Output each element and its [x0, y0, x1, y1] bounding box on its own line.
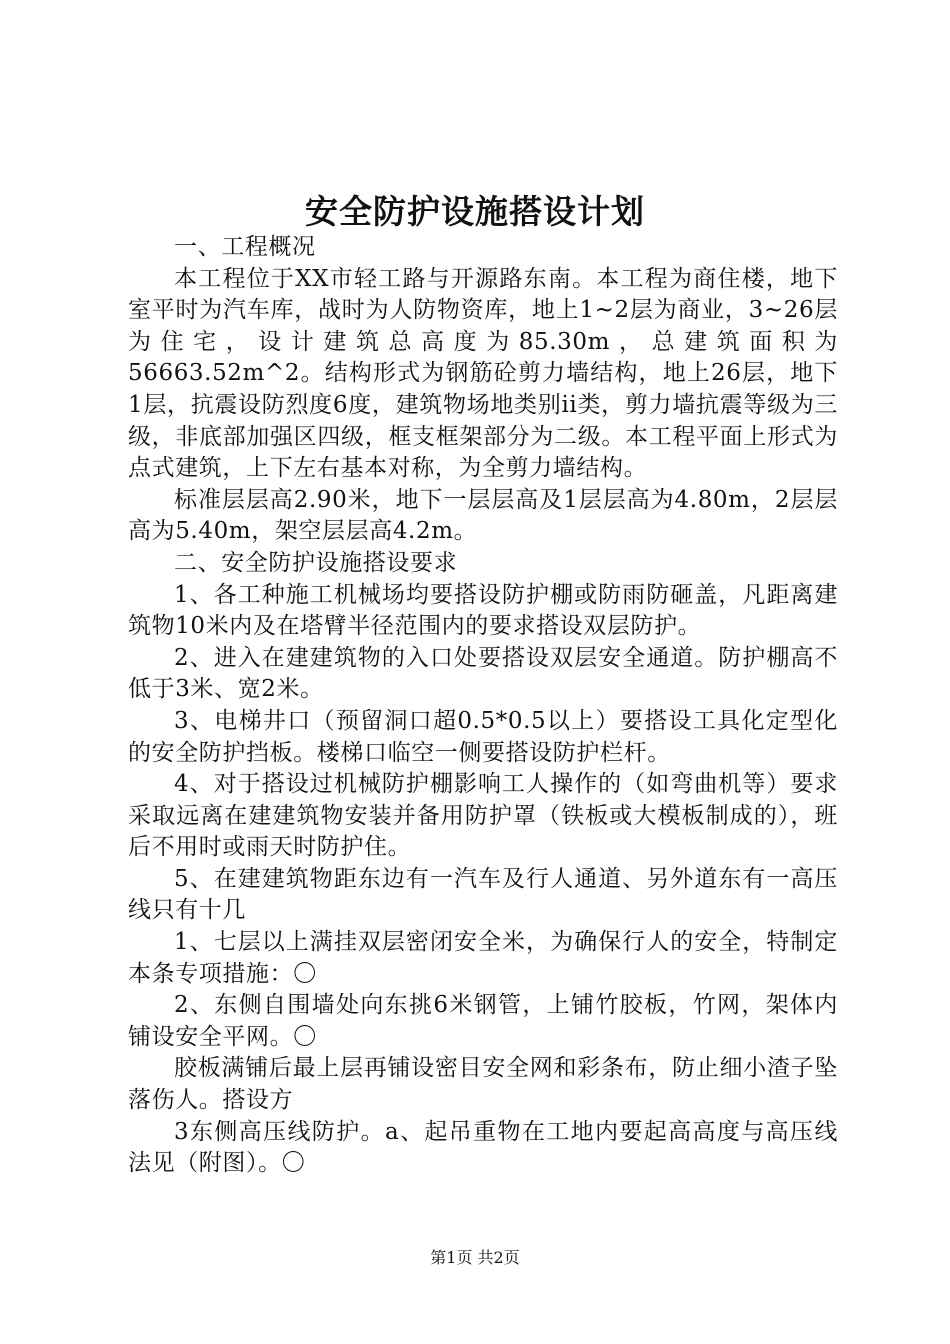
requirement-item-2: 2、进入在建建筑物的入口处要搭设双层安全通道。防护棚高不低于3米、宽2米。 [128, 644, 838, 703]
paragraph-floor-heights: 标准层层高2.90米，地下一层层高及1层层高为4.80m，2层层高为5.40m，架空层层高4.2m。 [128, 486, 838, 545]
paragraph-project-description: 本工程位于XX市轻工路与开源路东南。本工程为商住楼，地下室平时为汽车库，战时为人防物资库，地上1~2层为商业，3~26层为住宅，设计建筑总高度为85.30m，总建筑面积为56663.52m^2。结构形式为钢筋砼剪力墙结构，地上26层，地下1层，抗震设防烈度6度，建筑物场地类别ii类，剪力墙抗震等级为三级，非底部加强区四级，框支框架部分为二级。本工程平面上形式为点式建筑，上下左右基本对称，为全剪力墙结构。 [128, 265, 838, 482]
requirement-item-1: 1、各工种施工机械场均要搭设防护棚或防雨防砸盖，凡距离建筑物10米内及在塔臂半径范围内的要求搭设双层防护。 [128, 581, 838, 640]
section-heading-overview: 一、工程概况 [174, 234, 316, 260]
requirement-item-3: 3、电梯井口（预留洞口超0.5*0.5以上）要搭设工具化定型化的安全防护挡板。楼梯口临空一侧要搭设防护栏杆。 [128, 707, 838, 766]
measure-item-2: 2、东侧自围墙处向东挑6米钢管，上铺竹胶板，竹网，架体内铺设安全平网。〇 [128, 992, 838, 1050]
document-title: 安全防护设施搭设计划 [305, 192, 645, 231]
requirement-item-5: 5、在建建筑物距东边有一汽车及行人通道、另外道东有一高压线只有十几 [128, 865, 838, 924]
section-heading-requirements: 二、安全防护设施搭设要求 [174, 549, 458, 576]
measure-continuation: 胶板满铺后最上层再铺设密目安全网和彩条布，防止细小渣子坠落伤人。搭设方 [128, 1055, 838, 1114]
requirement-item-4: 4、对于搭设过机械防护棚影响工人操作的（如弯曲机等）要求采取远离在建建筑物安装并备用防护罩（铁板或大模板制成的），班后不用时或雨天时防护住。 [128, 771, 838, 861]
document-body [128, 232, 838, 1180]
page-footer: 第1页 共2页 [430, 1248, 520, 1267]
measure-item-3: 3东侧高压线防护。a、起吊重物在工地内要起高高度与高压线法见（附图）。〇 [128, 1118, 838, 1177]
measure-item-1: 1、七层以上满挂双层密闭安全米，为确保行人的安全，特制定本条专项措施：〇 [128, 929, 838, 987]
